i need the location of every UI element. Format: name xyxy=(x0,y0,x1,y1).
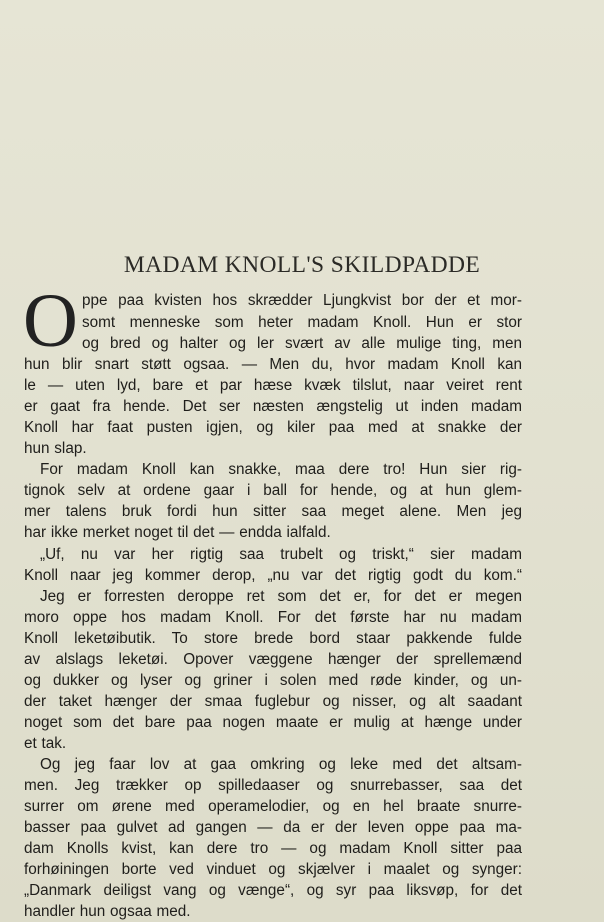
drop-cap: O xyxy=(23,279,78,363)
text-line: For madam Knoll kan snakke, maa dere tro! Hun sier rig- xyxy=(40,461,522,478)
text-line: dam Knolls kvist, kan dere tro — og madam Knoll sitter paa xyxy=(24,840,522,857)
text-line: somt menneske som heter madam Knoll. Hun er stor xyxy=(82,314,522,331)
text-line: Knoll leketøibutik. To store brede bord staar pakkende fulde xyxy=(24,630,522,647)
text-line: ppe paa kvisten hos skrædder Ljungkvist bor der et mor- xyxy=(82,292,522,309)
text-line: men. Jeg trækker op spilledaaser og snurrebasser, saa det xyxy=(24,777,522,794)
text-line: surrer om ørene med operamelodier, og en hel braate snurre- xyxy=(24,798,522,815)
text-line: har ikke merket noget til det — endda ialfald. xyxy=(24,524,331,541)
text-line: „Danmark deiligst vang og vænge“, og syr paa liksvøp, for det xyxy=(24,882,522,899)
text-line: der taket hænger der smaa fuglebur og nisser, og alt saadant xyxy=(24,693,522,710)
text-line: le — uten lyd, bare et par hæse kvæk tilslut, naar veiret rent xyxy=(24,377,522,394)
text-line: moro oppe hos madam Knoll. For det første har nu madam xyxy=(24,609,522,626)
text-line: Knoll har faat pusten igjen, og kiler paa med at snakke der xyxy=(24,419,522,436)
text-line: noget som det bare paa nogen maate er mulig at hænge under xyxy=(24,714,522,731)
text-line: Jeg er forresten deroppe ret som det er, for det er megen xyxy=(40,588,522,605)
text-line: mer talens bruk fordi hun sitter saa meget alene. Men jeg xyxy=(24,503,522,520)
text-line: Knoll naar jeg kommer derop, „nu var det rigtig godt du kom.“ xyxy=(24,567,522,584)
text-line: Og jeg faar lov at gaa omkring og leke med det altsam- xyxy=(40,756,522,773)
text-line: forhøiningen borte ved vinduet og skjælver i maalet og synger: xyxy=(24,861,522,878)
text-line: er gaat fra hende. Det ser næsten ængstelig ut inden madam xyxy=(24,398,522,415)
text-line: basser paa gulvet ad gangen — da er der leven oppe paa ma- xyxy=(24,819,522,836)
text-line: og dukker og lyser og griner i solen med røde kinder, og un- xyxy=(24,672,522,689)
text-line: hun slap. xyxy=(24,440,87,457)
text-line: et tak. xyxy=(24,735,67,752)
text-line: av alslags leketøi. Opover væggene hænger der sprellemænd xyxy=(24,651,522,668)
text-line: og bred og halter og ler svært av alle mulige ting, men xyxy=(82,335,522,352)
chapter-title: MADAM KNOLL'S SKILDPADDE xyxy=(123,252,481,278)
text-line: tignok selv at ordene gaar i ball for hende, og at hun glem- xyxy=(24,482,522,499)
text-line: hun blir snart støtt ogsaa. — Men du, hvor madam Knoll kan xyxy=(24,356,522,373)
text-line: „Uf, nu var her rigtig saa trubelt og triskt,“ sier madam xyxy=(40,546,522,563)
text-line: handler hun ogsaa med. xyxy=(24,903,191,920)
